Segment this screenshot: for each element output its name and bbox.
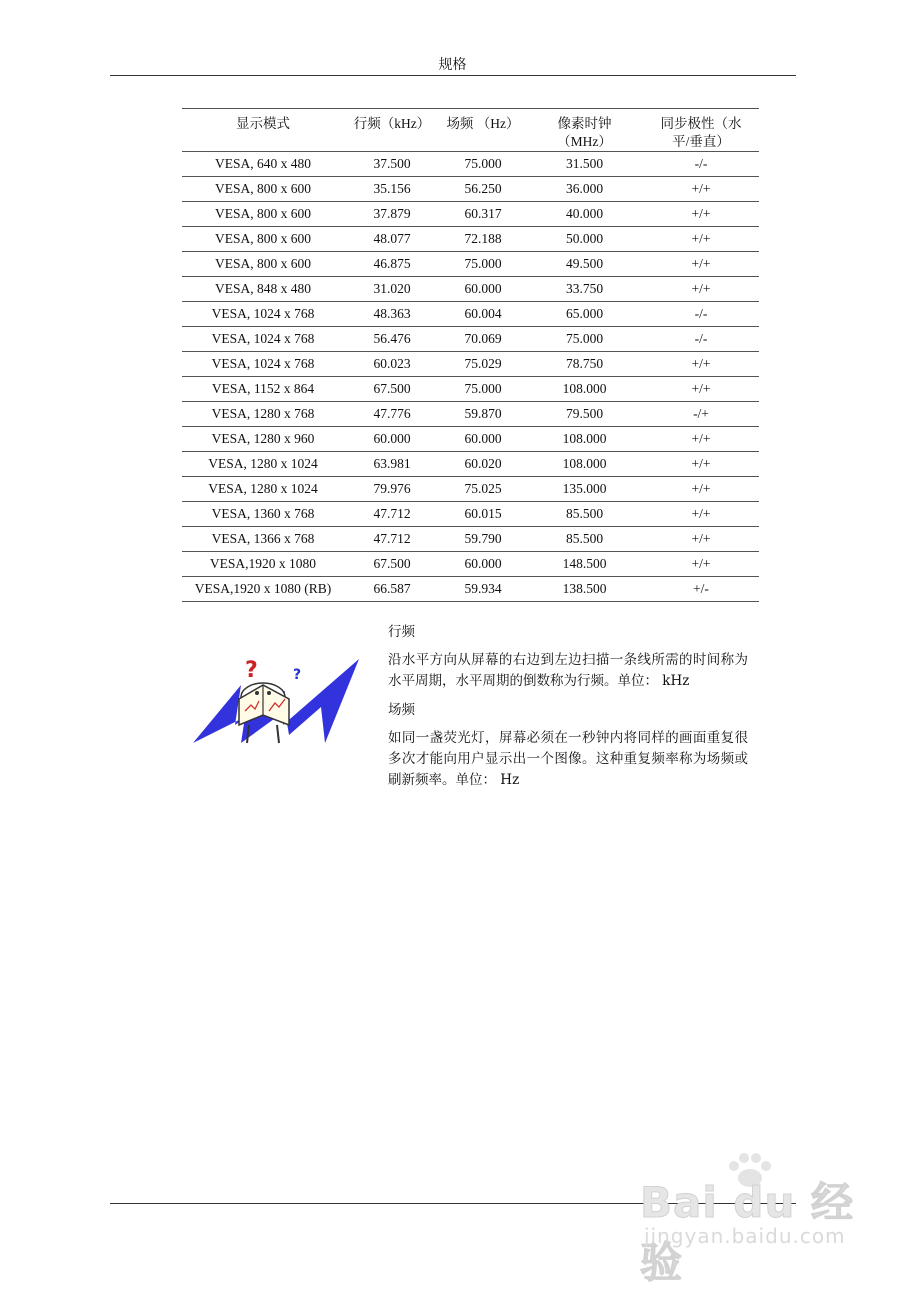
cell-pixel-clock: 85.500: [526, 527, 643, 552]
cell-pixel-clock: 135.000: [526, 477, 643, 502]
table-row: [182, 327, 759, 352]
table-header-row: [182, 109, 759, 152]
cell-sync-polarity: -/-: [643, 152, 759, 177]
cell-pixel-clock: 49.500: [526, 252, 643, 277]
cell-sync-polarity: +/+: [643, 202, 759, 227]
cell-vertical-frequency: 60.020: [440, 452, 526, 477]
header-pixel-clock-line2: （MHz）: [557, 134, 612, 149]
table-row: [182, 477, 759, 502]
cell-horizontal-frequency: 67.500: [344, 552, 440, 577]
vfreq-term: 场频: [388, 702, 415, 718]
cell-display-mode: VESA,1920 x 1080 (RB): [182, 577, 344, 602]
cell-pixel-clock: 36.000: [526, 177, 643, 202]
table-row: [182, 202, 759, 227]
cell-sync-polarity: +/+: [643, 227, 759, 252]
cell-pixel-clock: 108.000: [526, 377, 643, 402]
cell-sync-polarity: +/+: [643, 552, 759, 577]
table-row: [182, 352, 759, 377]
table-row: [182, 152, 759, 177]
cell-horizontal-frequency: 37.500: [344, 152, 440, 177]
cell-display-mode: VESA, 1024 x 768: [182, 302, 344, 327]
cell-display-mode: VESA, 1280 x 1024: [182, 477, 344, 502]
cell-vertical-frequency: 75.000: [440, 152, 526, 177]
cell-sync-polarity: +/+: [643, 377, 759, 402]
cell-display-mode: VESA, 1366 x 768: [182, 527, 344, 552]
cell-pixel-clock: 108.000: [526, 452, 643, 477]
cell-sync-polarity: +/+: [643, 502, 759, 527]
cell-vertical-frequency: 60.000: [440, 427, 526, 452]
cell-pixel-clock: 65.000: [526, 302, 643, 327]
cell-horizontal-frequency: 56.476: [344, 327, 440, 352]
display-modes-table: [182, 108, 759, 602]
header-sync-polarity: [643, 109, 759, 152]
cell-pixel-clock: 78.750: [526, 352, 643, 377]
watermark: [640, 1150, 870, 1287]
table-row: [182, 577, 759, 602]
cell-sync-polarity: +/+: [643, 277, 759, 302]
hfreq-term: 行频: [388, 624, 415, 640]
table-row: [182, 227, 759, 252]
header-display-mode: 显示模式: [182, 109, 344, 152]
cell-display-mode: VESA, 800 x 600: [182, 177, 344, 202]
cell-horizontal-frequency: 47.776: [344, 402, 440, 427]
cell-vertical-frequency: 59.790: [440, 527, 526, 552]
cell-display-mode: VESA, 800 x 600: [182, 227, 344, 252]
page-header-title: 规格: [438, 57, 467, 73]
cell-horizontal-frequency: 63.981: [344, 452, 440, 477]
header-vertical-frequency: 场频 （Hz）: [440, 109, 526, 152]
cell-vertical-frequency: 56.250: [440, 177, 526, 202]
cell-sync-polarity: +/+: [643, 252, 759, 277]
cell-horizontal-frequency: 60.023: [344, 352, 440, 377]
watermark-logo: Bai du 经验: [640, 1178, 854, 1287]
cell-sync-polarity: -/-: [643, 327, 759, 352]
header-divider: [110, 75, 796, 76]
header-sync-polarity-line1: 同步极性（水: [660, 116, 742, 131]
cell-pixel-clock: 33.750: [526, 277, 643, 302]
cell-pixel-clock: 138.500: [526, 577, 643, 602]
cell-sync-polarity: +/+: [643, 452, 759, 477]
cell-sync-polarity: +/+: [643, 427, 759, 452]
cell-sync-polarity: +/+: [643, 352, 759, 377]
cell-pixel-clock: 79.500: [526, 402, 643, 427]
table-body: [182, 152, 759, 602]
cell-horizontal-frequency: 79.976: [344, 477, 440, 502]
table-row: [182, 402, 759, 427]
cell-display-mode: VESA, 1280 x 768: [182, 402, 344, 427]
cell-horizontal-frequency: 47.712: [344, 502, 440, 527]
table-row: [182, 302, 759, 327]
table-row: [182, 177, 759, 202]
table-row: [182, 252, 759, 277]
cell-vertical-frequency: 75.000: [440, 252, 526, 277]
cell-display-mode: VESA, 640 x 480: [182, 152, 344, 177]
hfreq-description: 沿水平方向从屏幕的右边到左边扫描一条线所需的时间称为水平周期，水平周期的倒数称为行频。单位： kHz: [388, 652, 748, 689]
cell-pixel-clock: 75.000: [526, 327, 643, 352]
cell-vertical-frequency: 60.000: [440, 277, 526, 302]
cell-pixel-clock: 85.500: [526, 502, 643, 527]
cell-horizontal-frequency: 31.020: [344, 277, 440, 302]
vfreq-description: 如同一盏荧光灯，屏幕必须在一秒钟内将同样的画面重复很多次才能向用户显示出一个图像。这种重复频率称为场频或刷新频率。单位： Hz: [388, 730, 748, 788]
cell-pixel-clock: 148.500: [526, 552, 643, 577]
cell-sync-polarity: +/+: [643, 477, 759, 502]
cell-horizontal-frequency: 35.156: [344, 177, 440, 202]
cell-sync-polarity: +/+: [643, 177, 759, 202]
cell-vertical-frequency: 60.015: [440, 502, 526, 527]
cell-vertical-frequency: 60.000: [440, 552, 526, 577]
cell-vertical-frequency: 59.870: [440, 402, 526, 427]
cell-display-mode: VESA, 1024 x 768: [182, 352, 344, 377]
cell-display-mode: VESA,1920 x 1080: [182, 552, 344, 577]
table-row: [182, 502, 759, 527]
cell-vertical-frequency: 70.069: [440, 327, 526, 352]
cell-display-mode: VESA, 848 x 480: [182, 277, 344, 302]
header-pixel-clock: [526, 109, 643, 152]
cell-vertical-frequency: 59.934: [440, 577, 526, 602]
header-pixel-clock-line1: 像素时钟: [557, 116, 612, 131]
cell-sync-polarity: +/+: [643, 527, 759, 552]
cell-vertical-frequency: 75.029: [440, 352, 526, 377]
table-row: [182, 377, 759, 402]
cell-pixel-clock: 40.000: [526, 202, 643, 227]
cell-horizontal-frequency: 66.587: [344, 577, 440, 602]
cell-horizontal-frequency: 67.500: [344, 377, 440, 402]
cell-pixel-clock: 50.000: [526, 227, 643, 252]
table-row: [182, 277, 759, 302]
cell-sync-polarity: -/-: [643, 302, 759, 327]
cell-horizontal-frequency: 37.879: [344, 202, 440, 227]
cell-display-mode: VESA, 1280 x 1024: [182, 452, 344, 477]
cell-display-mode: VESA, 1280 x 960: [182, 427, 344, 452]
blue-question-mark: ?: [293, 667, 302, 683]
table-row: [182, 452, 759, 477]
cell-pixel-clock: 108.000: [526, 427, 643, 452]
cell-vertical-frequency: 75.000: [440, 377, 526, 402]
cell-display-mode: VESA, 1024 x 768: [182, 327, 344, 352]
watermark-url: jingyan.baidu.com: [644, 1224, 846, 1248]
cell-vertical-frequency: 72.188: [440, 227, 526, 252]
cell-horizontal-frequency: 48.077: [344, 227, 440, 252]
table-row: [182, 527, 759, 552]
cell-display-mode: VESA, 1152 x 864: [182, 377, 344, 402]
cell-horizontal-frequency: 47.712: [344, 527, 440, 552]
cell-vertical-frequency: 60.317: [440, 202, 526, 227]
cell-pixel-clock: 31.500: [526, 152, 643, 177]
cell-display-mode: VESA, 800 x 600: [182, 252, 344, 277]
cell-horizontal-frequency: 60.000: [344, 427, 440, 452]
confused-reader-icon: [193, 655, 361, 747]
cell-horizontal-frequency: 46.875: [344, 252, 440, 277]
cell-sync-polarity: +/-: [643, 577, 759, 602]
cell-sync-polarity: -/+: [643, 402, 759, 427]
cell-display-mode: VESA, 1360 x 768: [182, 502, 344, 527]
cell-vertical-frequency: 60.004: [440, 302, 526, 327]
cell-vertical-frequency: 75.025: [440, 477, 526, 502]
cell-display-mode: VESA, 800 x 600: [182, 202, 344, 227]
definitions-section: [388, 622, 748, 799]
table-row: [182, 427, 759, 452]
header-horizontal-frequency: 行频（kHz）: [344, 109, 440, 152]
red-question-mark: ?: [245, 658, 258, 683]
cell-horizontal-frequency: 48.363: [344, 302, 440, 327]
table-row: [182, 552, 759, 577]
header-sync-polarity-line2: 平/垂直）: [672, 134, 730, 149]
